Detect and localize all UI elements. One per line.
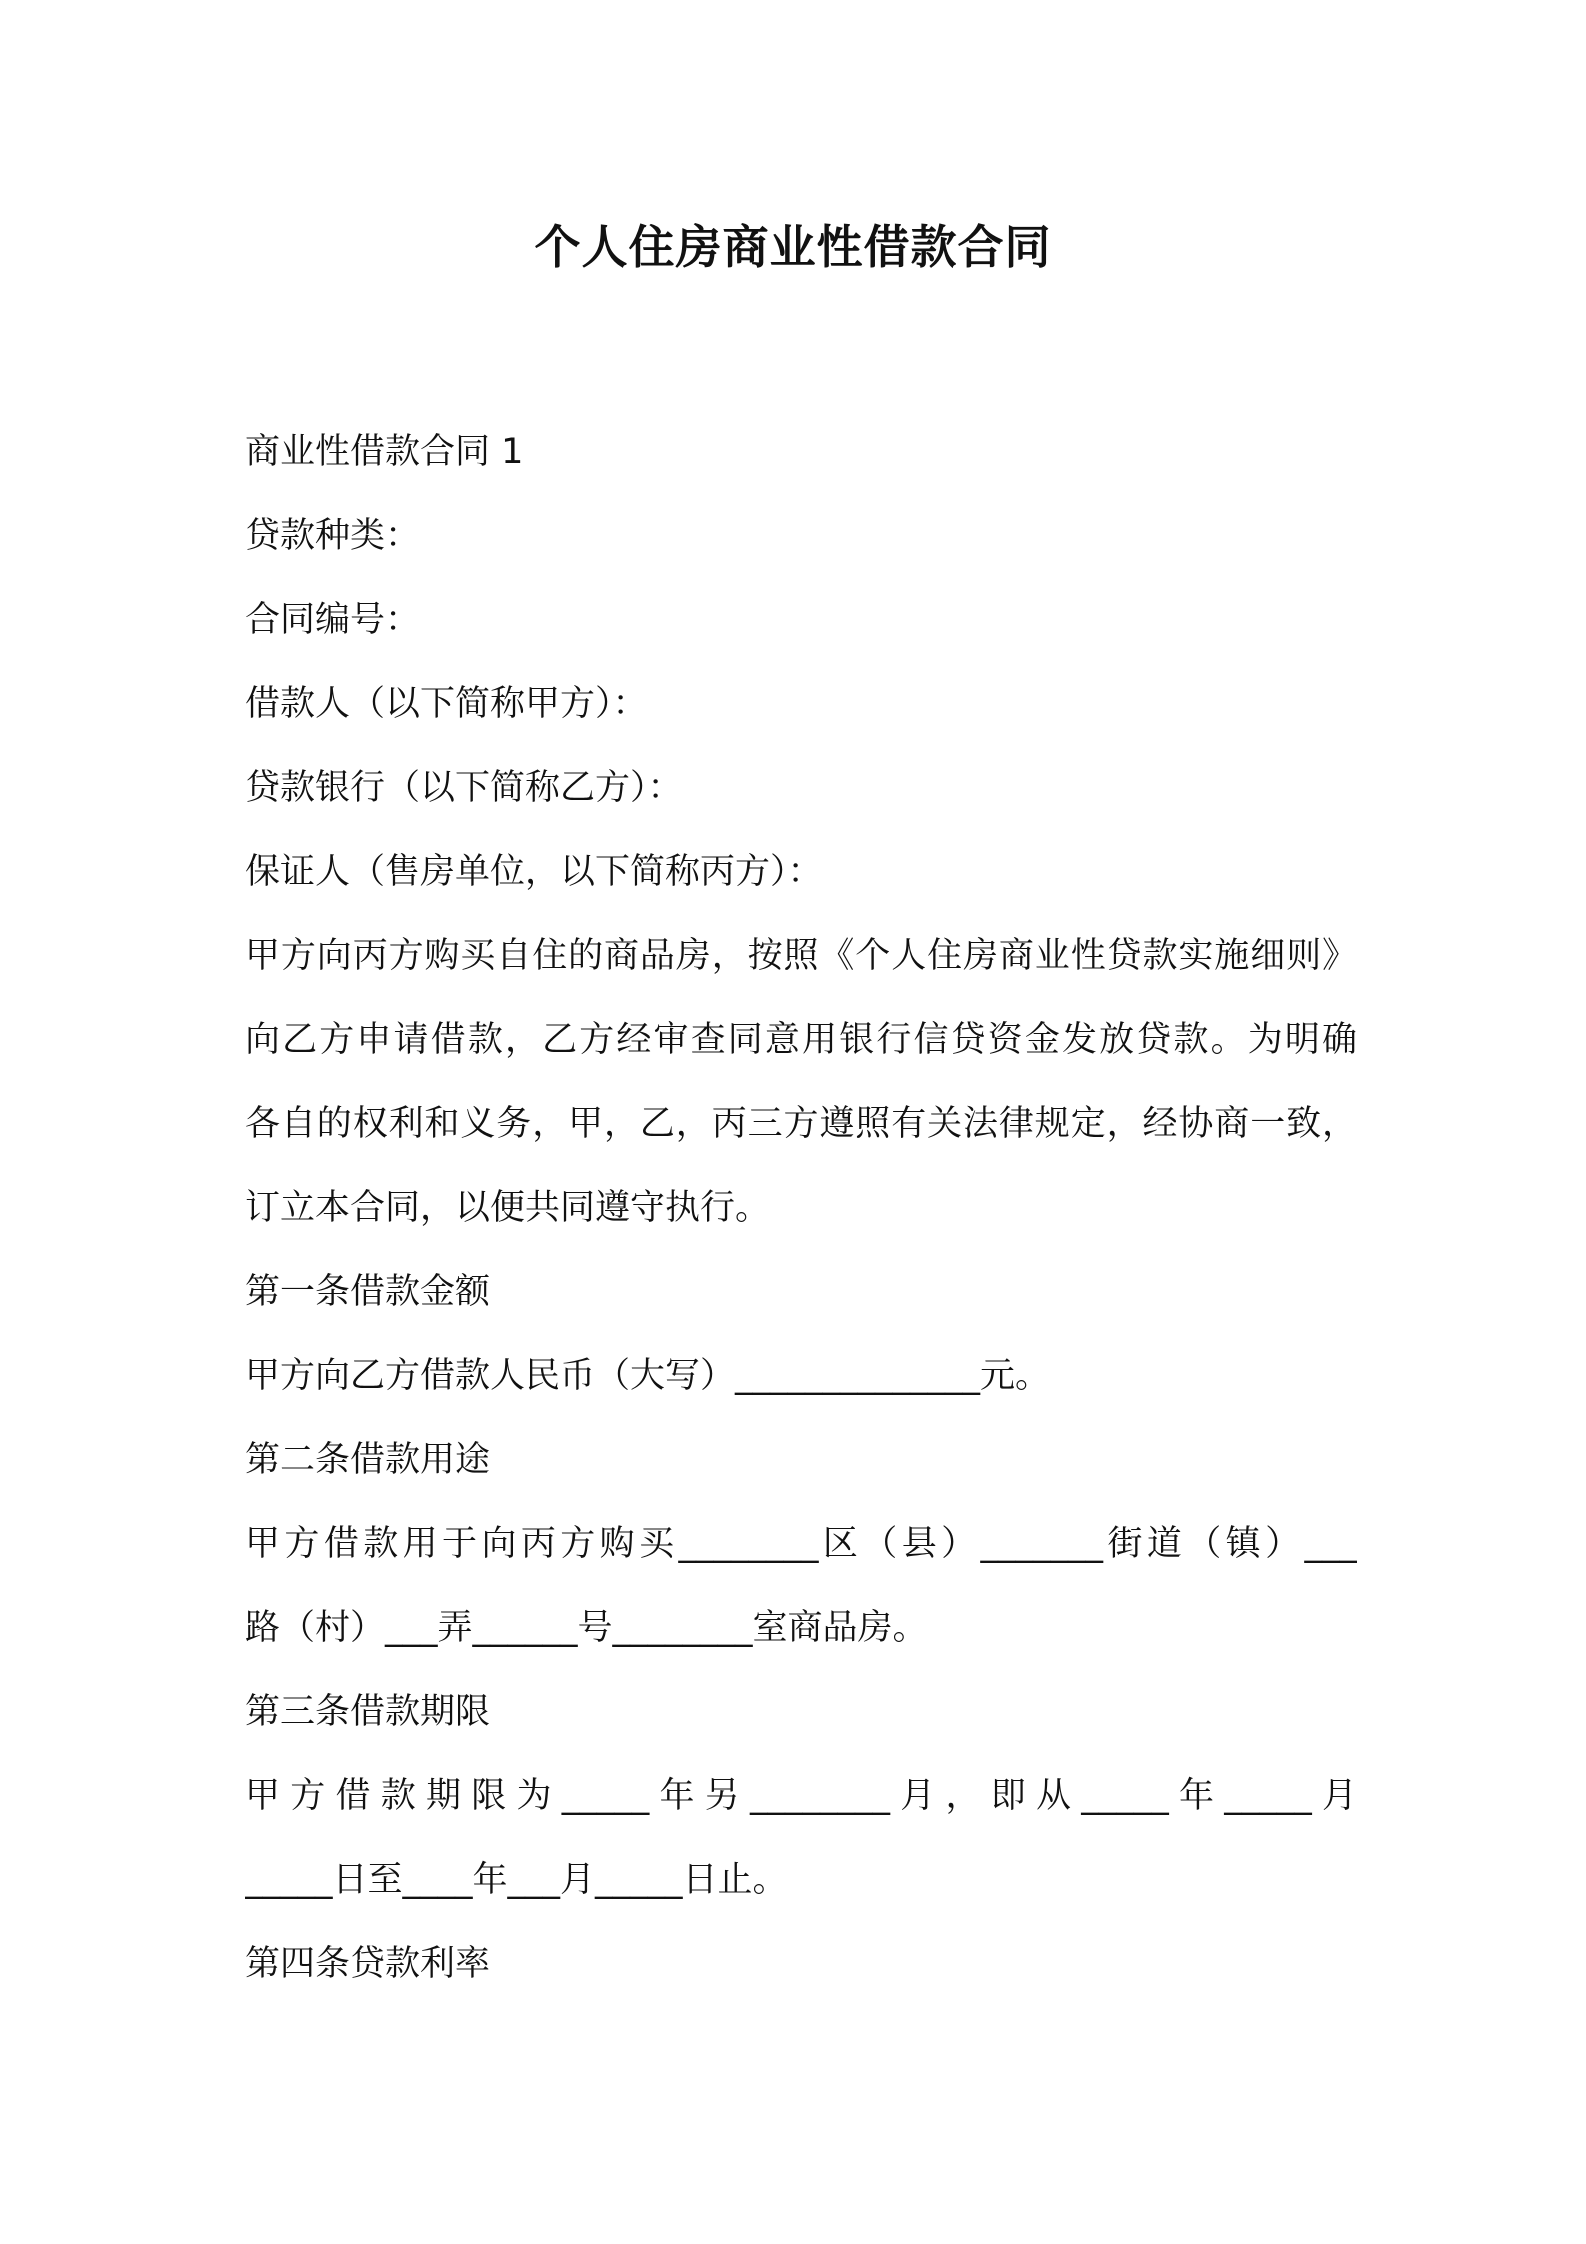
- guarantor-line: 保证人（售房单位，以下简称丙方）：: [245, 852, 823, 892]
- article-heading: 第一条借款金额: [245, 1272, 491, 1312]
- preamble-line: 向乙方申请借款，乙方经审查同意用银行信贷资金发放贷款。为明确: [245, 1020, 1357, 1060]
- article-text-line: 甲方借款用于向丙方购买________区（县）_______街道（镇）___: [245, 1524, 1357, 1564]
- article-text-line: 路（村）___弄______号________室商品房。: [245, 1608, 928, 1648]
- contract-name-line: 商业性借款合同 1: [245, 432, 524, 472]
- document-title: 个人住房商业性借款合同: [534, 220, 1052, 274]
- borrower-line: 借款人（以下简称甲方）：: [245, 684, 648, 724]
- article-heading: 第四条贷款利率: [245, 1944, 491, 1984]
- article-text-line: 甲方借款期限为_____年另________月，即从_____年_____月: [245, 1776, 1357, 1816]
- loan-type-line: 贷款种类：: [245, 516, 421, 556]
- article-heading: 第三条借款期限: [245, 1692, 491, 1732]
- article-text-line: 甲方向乙方借款人民币（大写）______________元。: [245, 1356, 1051, 1396]
- preamble-line: 订立本合同，以便共同遵守执行。: [245, 1188, 771, 1228]
- preamble-line: 各自的权利和义务，甲，乙，丙三方遵照有关法律规定，经协商一致，: [245, 1104, 1357, 1144]
- article-text-line: _____日至____年___月_____日止。: [245, 1860, 788, 1900]
- document-body: [245, 410, 1357, 2006]
- lender-bank-line: 贷款银行（以下简称乙方）：: [245, 768, 683, 808]
- article-heading: 第二条借款用途: [245, 1440, 491, 1480]
- preamble-line: 甲方向丙方购买自住的商品房，按照《个人住房商业性贷款实施细则》: [245, 936, 1357, 976]
- contract-number-line: 合同编号：: [245, 600, 421, 640]
